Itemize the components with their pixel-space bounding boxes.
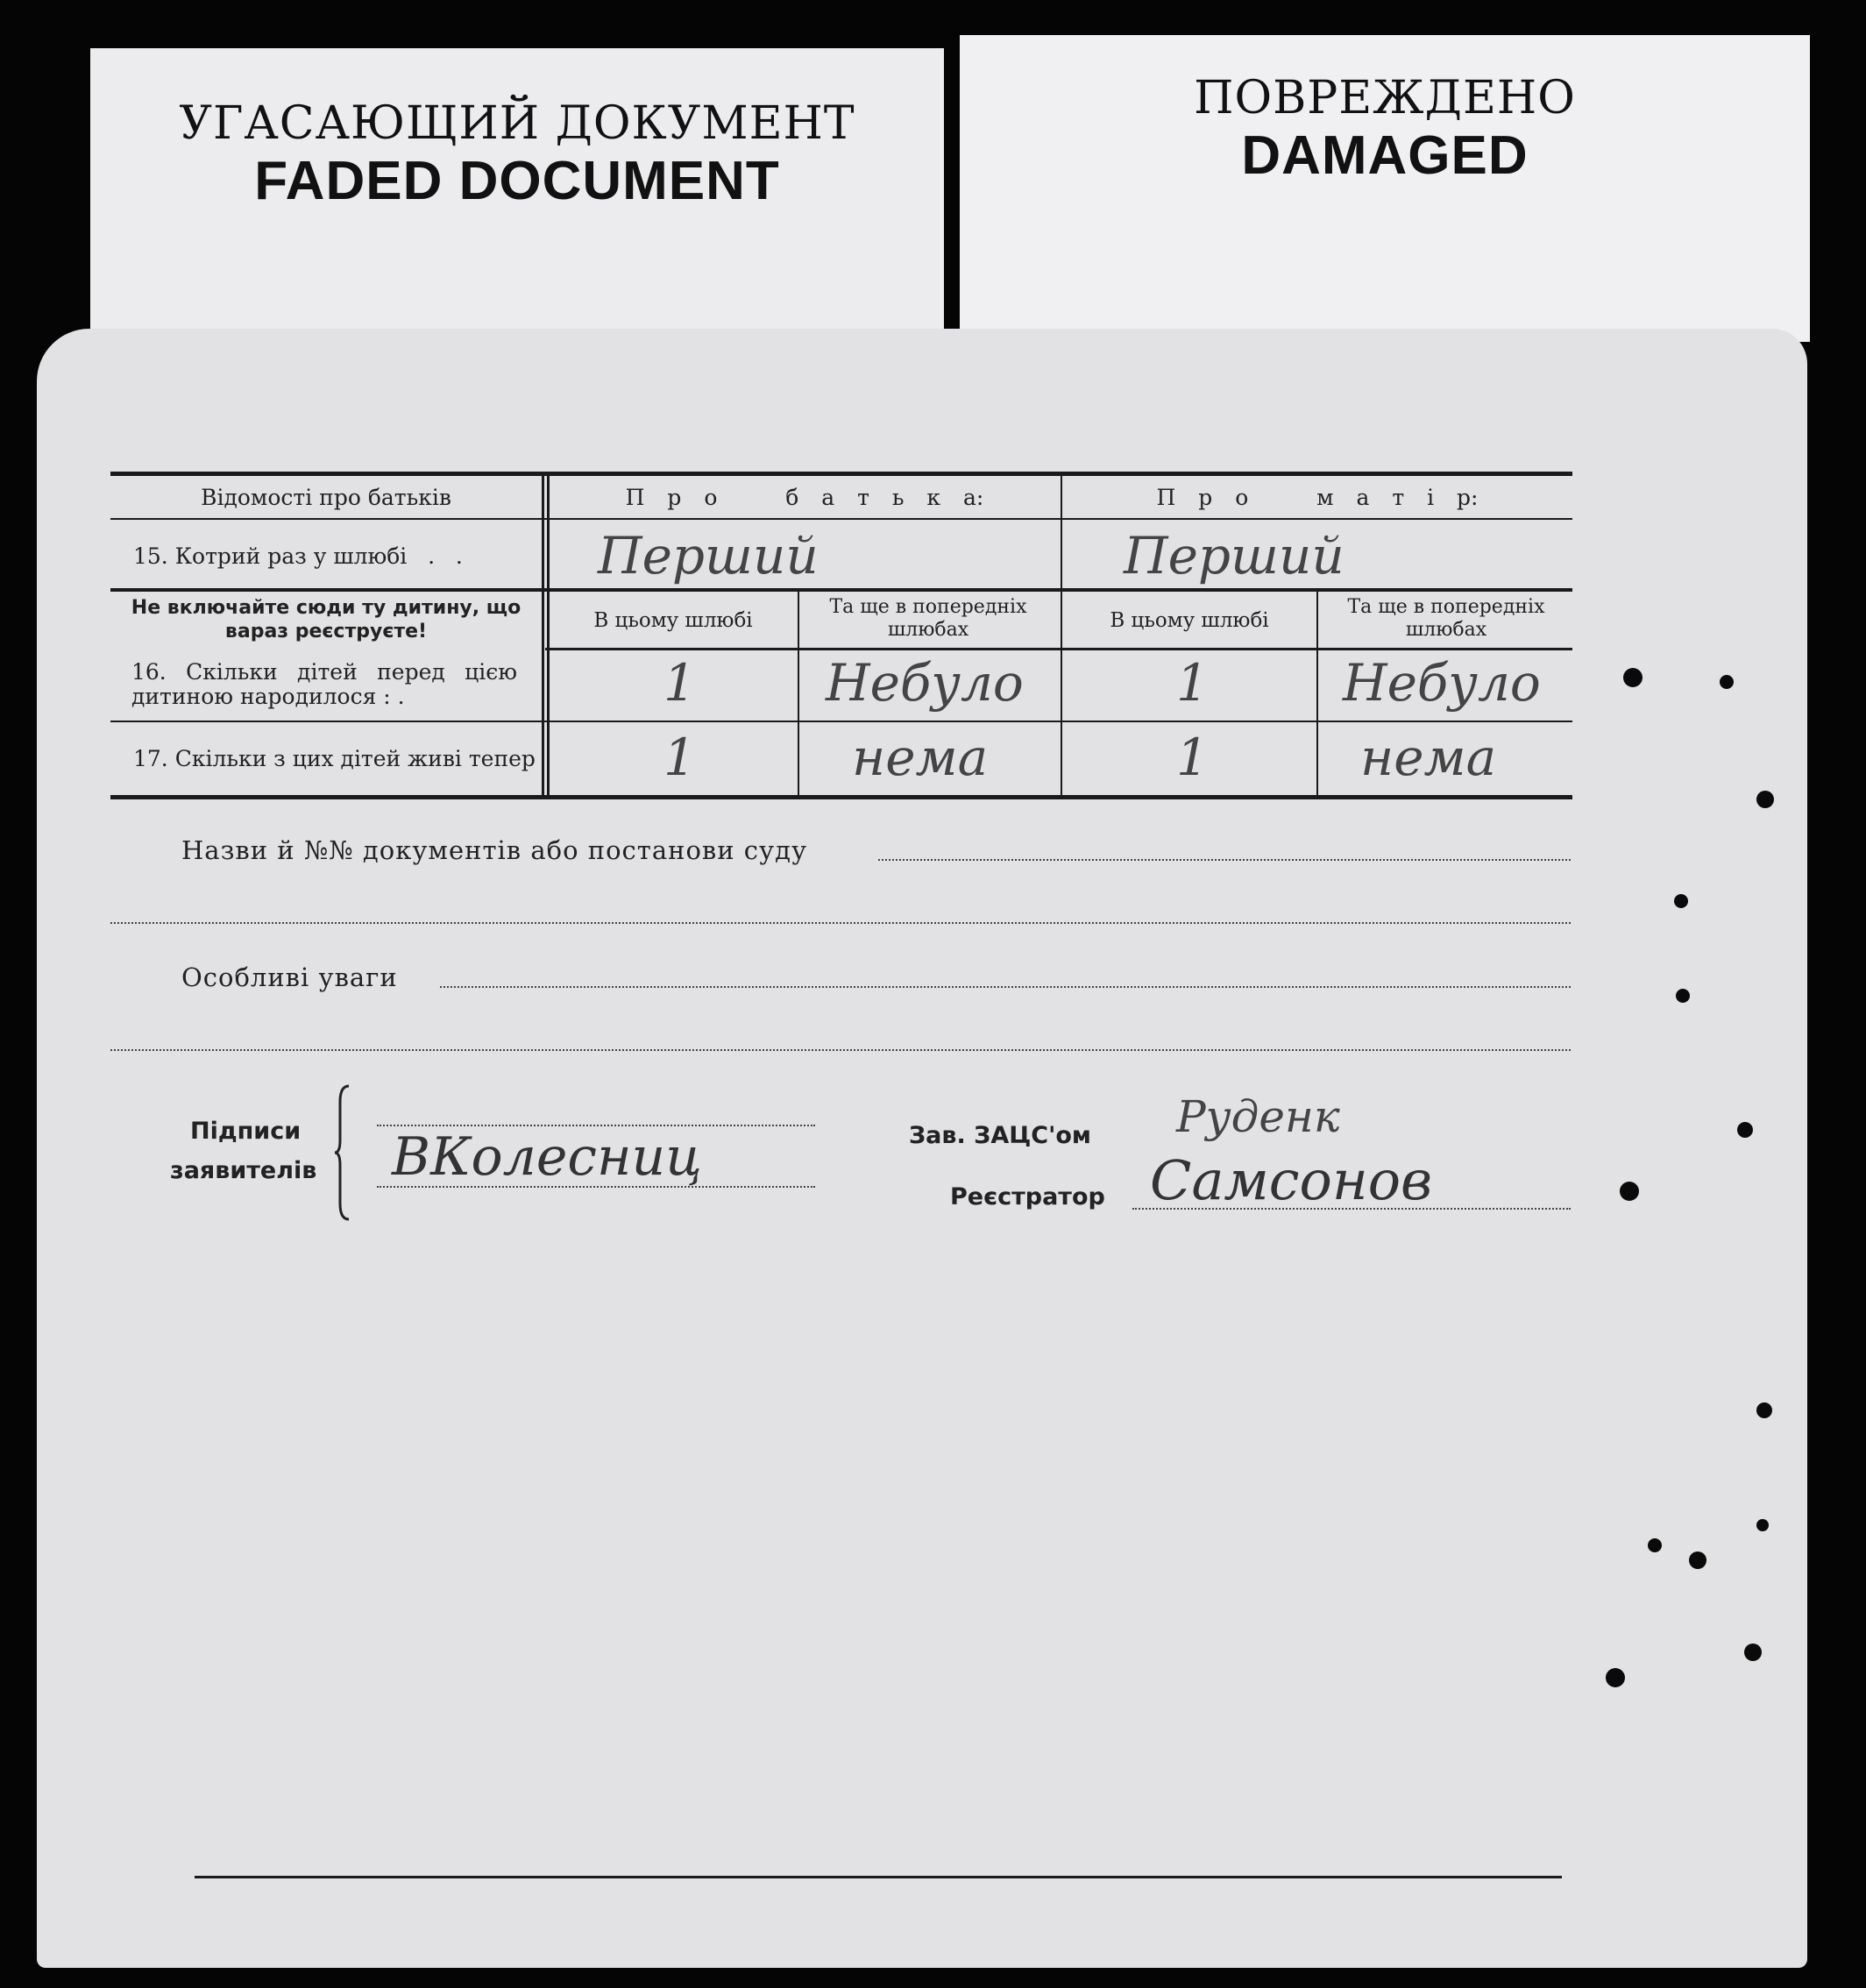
row16-father-this-value: 1: [663, 653, 696, 713]
table-col-divider-3: [798, 590, 799, 797]
row15-father-value: Перший: [598, 526, 819, 586]
documents-dotted-line: [878, 859, 1571, 861]
faded-label-en: FADED DOCUMENT: [254, 151, 780, 211]
head-of-registry-signature: Руденк: [1176, 1091, 1340, 1142]
punch-hole: [1676, 989, 1690, 1003]
table-bottom-rule: [110, 795, 1572, 799]
punch-hole: [1674, 894, 1688, 908]
remarks-label: Особливі уваги: [181, 962, 398, 992]
row17-father-this-value: 1: [663, 728, 696, 787]
registrar-label: Реєстратор: [950, 1183, 1105, 1211]
row17-label: 17. Скільки з цих дітей живі тепер: [133, 746, 536, 771]
punch-hole: [1689, 1551, 1706, 1569]
table-subheader-rule: [545, 648, 1572, 650]
row16-mother-prev-value: Небуло: [1343, 653, 1541, 713]
document-page: [37, 329, 1807, 1968]
subheader-father-this-marriage: В цьому шлюбі: [593, 609, 753, 632]
row16-father-prev-value: Небуло: [826, 653, 1024, 713]
applicants-label-2: заявителів: [170, 1157, 317, 1184]
table-row15-rule: [110, 588, 1572, 592]
row17-father-prev-value: нема: [852, 728, 989, 787]
damaged-label-ru: ПОВРЕЖДЕНО: [1194, 72, 1576, 124]
applicants-brace: [333, 1084, 351, 1221]
subheader-mother-this-marriage: В цьому шлюбі: [1110, 609, 1269, 632]
documents-label: Назви й №№ документів або постанови суду: [181, 835, 808, 865]
table-col-divider-1b: [547, 474, 550, 799]
damaged-document-card: [960, 35, 1810, 342]
remarks-dotted-line: [440, 986, 1571, 988]
faded-label-ru: УГАСАЮЩИЙ ДОКУМЕНТ: [179, 97, 855, 150]
table-header-rule: [110, 518, 1572, 520]
punch-hole: [1606, 1668, 1625, 1687]
punch-hole: [1744, 1644, 1762, 1661]
subheader-mother-previous-marriages: Та ще в попередніх шлюбах: [1347, 596, 1545, 641]
table-col-divider-2: [1061, 474, 1062, 799]
table-col-divider-1: [542, 474, 544, 799]
punch-hole: [1623, 668, 1643, 687]
row16-mother-this-value: 1: [1176, 653, 1209, 713]
punch-hole: [1756, 791, 1774, 808]
head-of-registry-label: Зав. ЗАЦС'ом: [909, 1122, 1091, 1149]
table-col-divider-4: [1316, 590, 1318, 797]
table-top-rule: [110, 472, 1572, 476]
subheader-father-previous-marriages: Та ще в попередніх шлюбах: [829, 596, 1027, 641]
punch-hole: [1756, 1519, 1769, 1531]
remarks-dotted-line-2: [110, 1049, 1571, 1051]
row17-mother-prev-value: нема: [1360, 728, 1497, 787]
table-row16-rule: [110, 721, 1572, 722]
exclusion-note: Не включайте сюди ту дитину, що вараз реєструєте!: [131, 597, 521, 643]
punch-hole: [1737, 1122, 1753, 1138]
punch-hole: [1756, 1402, 1772, 1418]
row15-mother-value: Перший: [1124, 526, 1345, 586]
damaged-label-en: DAMAGED: [1241, 125, 1529, 186]
header-about-mother: П р о м а т і р:: [1156, 485, 1479, 510]
applicants-label-1: Підписи: [190, 1118, 302, 1145]
registrar-signature: Самсонов: [1150, 1148, 1433, 1212]
bottom-rule: [195, 1876, 1562, 1878]
row16-label: 16. Скільки дітей перед цією дитиною народилося : .: [131, 659, 517, 709]
documents-dotted-line-2: [110, 922, 1571, 924]
header-about-father: П р о б а т ь к а:: [625, 485, 984, 510]
applicant-signature: ВКолесниц: [392, 1126, 702, 1188]
punch-hole: [1648, 1538, 1662, 1552]
row17-mother-this-value: 1: [1176, 728, 1209, 787]
header-parents-info: Відомості про батьків: [201, 485, 451, 510]
row15-label: 15. Котрий раз у шлюбі . .: [133, 543, 463, 569]
punch-hole: [1620, 1182, 1639, 1201]
punch-hole: [1720, 675, 1734, 689]
faded-document-card: [90, 48, 944, 346]
